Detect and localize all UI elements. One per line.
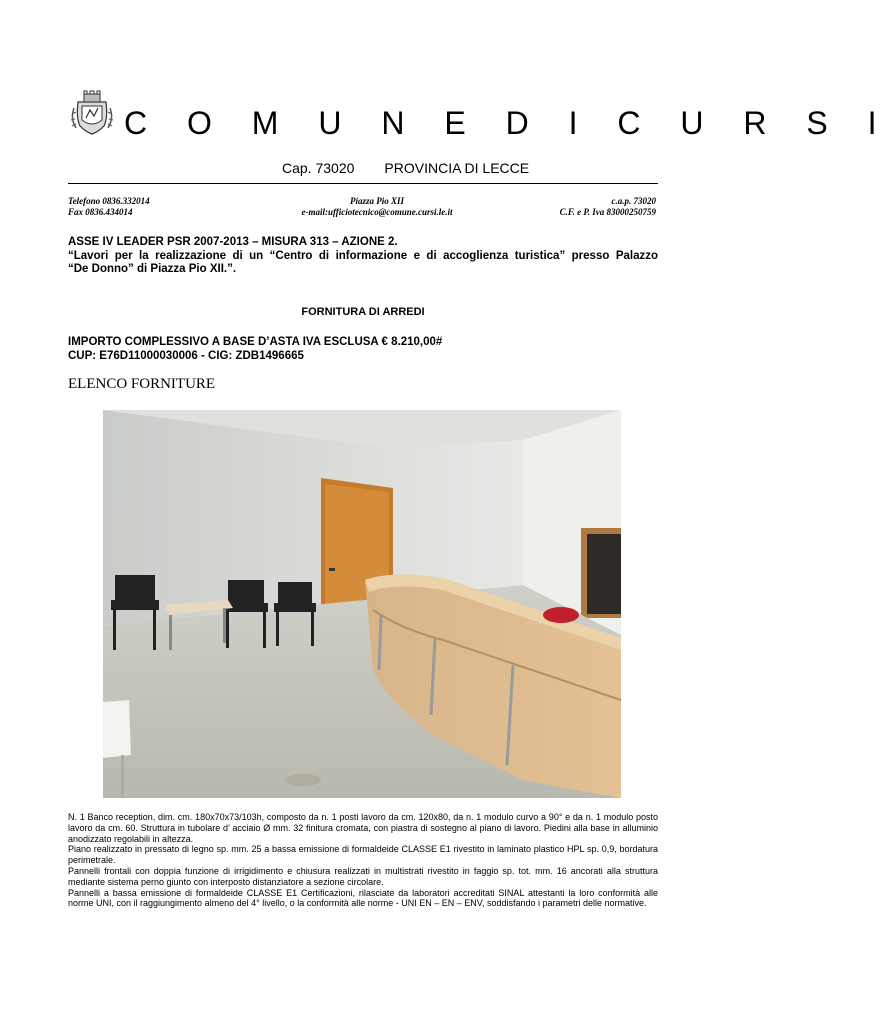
heading-line-3: “De Donno” di Piazza Pio XII.”. (68, 263, 237, 275)
heading-line-2: “Lavori per la realizzazione di un “Centro di informazione e di accoglienza turistica” presso Palazzo (68, 249, 658, 262)
section-title: ELENCO FORNITURE (68, 376, 216, 392)
tax-id-text: C.F. e P. Iva 83000250759 (559, 207, 656, 217)
coat-of-arms-icon (68, 88, 116, 136)
description-paragraph: Pannelli frontali con doppia funzione di irrigidimento e chiusura realizzati in multistrati rivestito in faggio sp. tot. mm. 16 ancorati alla struttura mediante sistema perno giunto con interposto distanziatore a sezione circolare. (68, 865, 658, 887)
cap-label: Cap. 73020 (282, 160, 355, 176)
contact-right (560, 196, 656, 218)
address-text: Piazza Pio XII (349, 196, 404, 206)
contact-left (68, 196, 150, 218)
supply-title: FORNITURA DI ARREDI (301, 306, 425, 318)
subtitle (282, 160, 529, 176)
telephone-text: Telefono 0836.332014 (68, 196, 150, 206)
cap-text: c.a.p. 73020 (611, 196, 656, 206)
header-divider (68, 183, 658, 184)
province-label: PROVINCIA DI LECCE (384, 160, 530, 176)
amount-line: IMPORTO COMPLESSIVO A BASE D’ASTA IVA ESCLUSA € 8.210,00# (68, 336, 443, 348)
amount-block (68, 335, 442, 363)
description-paragraph: N. 1 Banco reception, dim. cm. 180x70x73/103h, composto da n. 1 posti lavoro da cm. 120x80, da n. 1 modulo curvo a 90° e da n. 1 modulo posto lavoro da cm. 60. Struttura in tubolare d’ acciaio Ø mm. 32 finitura cromata, con piastra di sostegno al piano di lavoro. Piedini alla base in alluminio anodizzato regolabili in altezza. (68, 812, 658, 844)
project-heading (68, 236, 658, 277)
fax-text: Fax 0836.434014 (68, 207, 133, 217)
heading-line-1: ASSE IV LEADER PSR 2007-2013 – MISURA 313 – AZIONE 2. (68, 236, 398, 248)
page-title: C O M U N E D I C U R S I (124, 105, 892, 141)
contact-center (282, 196, 472, 218)
cup-cig-line: CUP: E76D11000030006 - CIG: ZDB1496665 (68, 350, 304, 362)
description-paragraph: Piano realizzato in pressato di legno sp. mm. 25 a bassa emissione di formaldeide CLASSE E1 rivestito in laminato plastico HPL sp. 0,9, bordatura perimetrale. (68, 844, 658, 866)
description-paragraph: Pannelli a bassa emissione di formaldeide CLASSE E1 Certificazioni, rilasciate da laboratori accreditati SINAL attestanti la loro conformità alle norme UNI, con il raggiungimento almeno del 4° livello, o la conformità alle norme - UNI EN – EN – ENV, soddisfando i parametri delle normative. (68, 887, 658, 909)
reception-photo (103, 410, 621, 798)
description-block (68, 812, 658, 909)
email-text: e-mail:ufficiotecnico@comune.cursi.le.it (301, 207, 453, 217)
